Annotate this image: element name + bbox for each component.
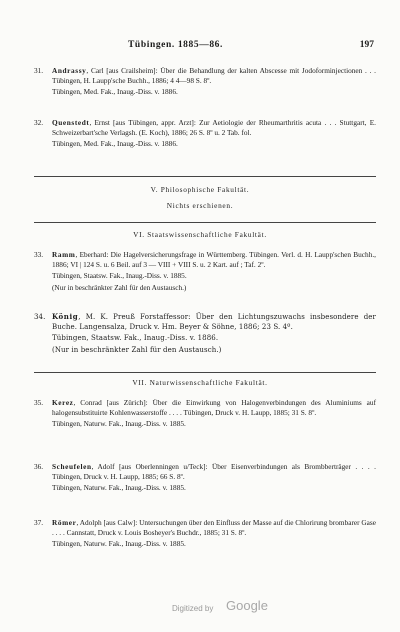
entry-note: Tübingen, Med. Fak., Inaug.-Diss. v. 1886. bbox=[52, 87, 178, 97]
section-heading: VI. Staatswissenschaftliche Fakultät. bbox=[133, 230, 267, 239]
entry-note: Tübingen, Med. Fak., Inaug.-Diss. v. 1886. bbox=[52, 139, 178, 149]
digitized-by-watermark: Digitized by bbox=[172, 604, 214, 613]
entry-number: 33. bbox=[34, 250, 44, 259]
entry-text: , Eberhard: Die Hagelversicherungsfrage in Württemberg. Tübingen. Verl. d. H. Laupp'schen Buchh., 1886; VI | 124 S. u. 6 Beil. auf 3 — VIII + VIII S. u. 2 Kart. auf ; Taf. 2º. bbox=[52, 250, 376, 270]
entry-author: Kerez bbox=[52, 398, 74, 407]
entry-number: 36. bbox=[34, 462, 44, 471]
entry-author: Ramm bbox=[52, 250, 76, 259]
section-note: Nichts erschienen. bbox=[166, 201, 234, 210]
entry-text: , Adolf [aus Oberlenningen u/Teck]: Über Eisenverbindungen als Brombberträger . . . . Tübingen, Druck v. H. Laupp, 1885; 66 S. 8º. bbox=[52, 462, 376, 482]
entry-note: Tübingen, Naturw. Fak., Inaug.-Diss. v. 1885. bbox=[52, 419, 186, 429]
section-divider bbox=[34, 222, 376, 223]
entry-note: Tübingen, Staatsw. Fak., Inaug.-Diss. v. 1885. bbox=[52, 271, 187, 281]
entry-text: , Ernst [aus Tübingen, appr. Arzt]: Zur Aetiologie der Rheumarthritis acuta . . . Stuttgart, E. Schweizerbart'sche Verlagsh. (E. Koch), 1886; 26 S. 8º u. 2 Tab. fol. bbox=[52, 118, 376, 138]
section-divider bbox=[34, 176, 376, 177]
entry-author: Scheufelen bbox=[52, 462, 92, 471]
entry-text: , M. K. Preuß Forstaffessor: Über den Lichtungszuwachs insbesondere der Buche. Langensalza, Druck v. Hm. Beyer & Söhne, 1886; 23 S. 4º. bbox=[52, 313, 376, 332]
entry-note: Tübingen, Naturw. Fak., Inaug.-Diss. v. 1885. bbox=[52, 483, 186, 493]
entry-number: 34. bbox=[34, 313, 46, 321]
entry-note: Tübingen, Naturw. Fak., Inaug.-Diss. v. 1885. bbox=[52, 539, 186, 549]
entry-note-exchange: (Nur in beschränkter Zahl für den Austausch.) bbox=[52, 282, 187, 292]
entry-text: , Conrad [aus Zürich]: Über die Einwirkung von Halogenverbindungen des Aluminiums auf halogensubstituirte Kohlenwasserstoffe . . . . Tübingen, Druck v. H. Laupp, 1885; 31 S. 8º. bbox=[52, 398, 376, 418]
section-heading: VII. Naturwissenschaftliche Fakultät. bbox=[132, 378, 268, 387]
running-header bbox=[0, 40, 400, 54]
section-heading: V. Philosophische Fakultät. bbox=[150, 185, 250, 194]
entry-note-exchange: (Nur in beschränkter Zahl für den Austausch.) bbox=[52, 345, 222, 354]
entry-author: Römer bbox=[52, 518, 77, 527]
entry-author: Andrassy bbox=[52, 66, 87, 75]
entry-author: Quenstedt bbox=[52, 118, 90, 127]
google-watermark-logo: Google bbox=[226, 598, 268, 613]
entry-number: 31. bbox=[34, 66, 44, 75]
entry-number: 35. bbox=[34, 398, 44, 407]
entry-number: 32. bbox=[34, 118, 44, 127]
entry-number: 37. bbox=[34, 518, 44, 527]
entry-text: , Adolph [aus Calw]: Untersuchungen über den Einfluss der Masse auf die Chlorirung brombarer Gase . . . . Cannstatt, Druck v. Louis Bosheyer's Buchdr., 1885; 31 S. 8º. bbox=[52, 518, 376, 538]
page-number: 197 bbox=[359, 40, 374, 50]
entry-text: , Carl [aus Crailsheim]: Über die Behandlung der kalten Abscesse mit Jodoforminjectionen . . . Tübingen, H. Laupp'sche Buchh., 1886; 4 4—98 S. 8º. bbox=[52, 66, 376, 86]
entry-note: Tübingen, Staatsw. Fak., Inaug.-Diss. v. 1886. bbox=[52, 334, 219, 343]
header-title: Tübingen. 1885—86. bbox=[128, 40, 224, 50]
section-divider bbox=[34, 372, 376, 373]
entry-author: König bbox=[52, 312, 79, 321]
